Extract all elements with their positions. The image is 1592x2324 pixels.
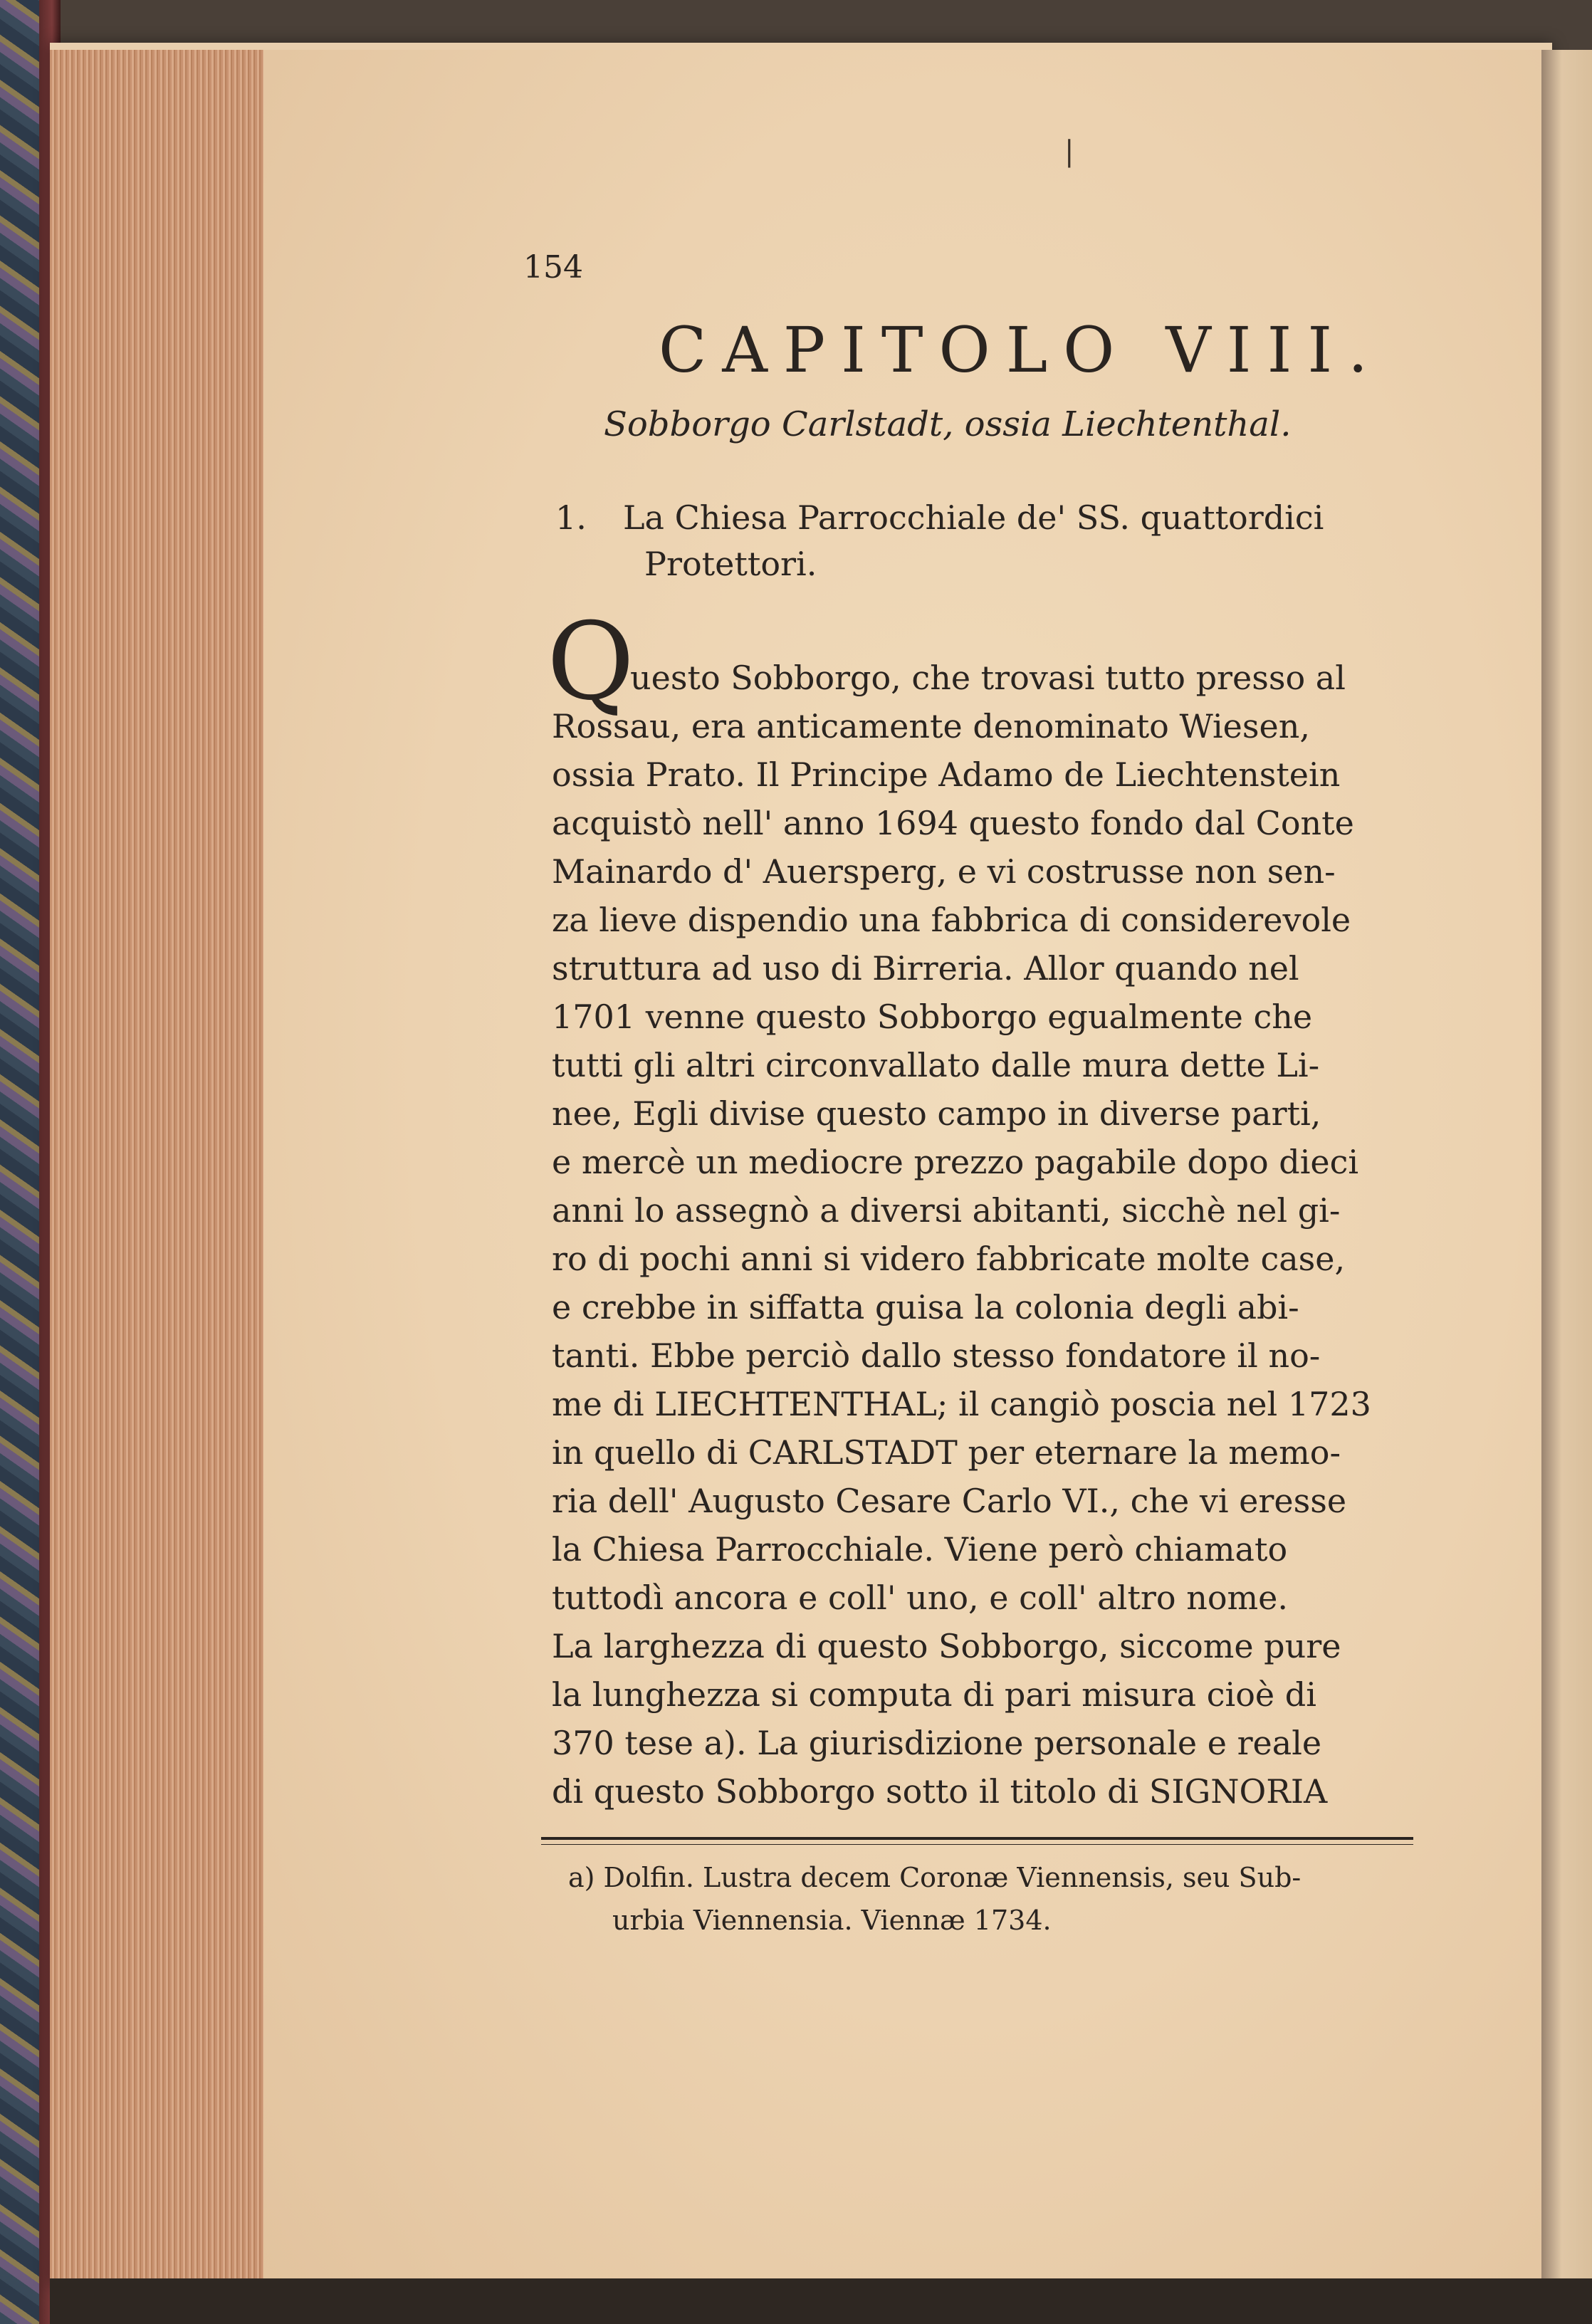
page-edges: [50, 50, 263, 2278]
footnote-rule: [541, 1837, 1413, 1840]
page-number: 154: [523, 249, 583, 286]
footnote-rule-thin: [541, 1844, 1413, 1845]
body-line: acquistò nell' anno 1694 questo fondo dal Conte: [552, 804, 1354, 842]
body-line: Mainardo d' Auersperg, e vi costrusse non sen-: [552, 852, 1336, 891]
bottom-shadow: [50, 2278, 1592, 2324]
body-line: e mercè un mediocre prezzo pagabile dopo dieci: [552, 1143, 1359, 1181]
body-line: Rossau, era anticamente denominato Wiesen,: [552, 707, 1310, 745]
body-line: tanti. Ebbe perciò dallo stesso fondatore il no-: [552, 1336, 1321, 1375]
body-line: e crebbe in siffatta guisa la colonia degli abi-: [552, 1288, 1299, 1326]
binding-mark: |: [1064, 135, 1074, 168]
body-line: la Chiesa Parrocchiale. Viene però chiamato: [552, 1530, 1288, 1569]
body-line: ro di pochi anni si videro fabbricate molte case,: [552, 1240, 1346, 1278]
body-line: ossia Prato. Il Principe Adamo de Liechtenstein: [552, 755, 1341, 794]
body-line: 370 tese a). La giurisdizione personale e reale: [552, 1724, 1322, 1762]
chapter-subtitle: Sobborgo Carlstadt, ossia Liechtenthal.: [604, 404, 1292, 444]
footnote-line2: urbia Viennensia. Viennæ 1734.: [612, 1905, 1052, 1936]
body-line: in quello di CARLSTADT per eternare la memo-: [552, 1433, 1341, 1472]
body-line: nee, Egli divise questo campo in diverse parti,: [552, 1094, 1321, 1133]
drop-cap: Q: [547, 600, 634, 724]
body-line: di questo Sobborgo sotto il titolo di SIGNORIA: [552, 1772, 1328, 1811]
body-line: la lunghezza si computa di pari misura cioè di: [552, 1675, 1316, 1714]
section-number: 1.: [555, 498, 587, 537]
section-heading-line2: Protettori.: [644, 545, 817, 583]
body-line: 1701 venne questo Sobborgo egualmente che: [552, 998, 1313, 1036]
body-line: ria dell' Augusto Cesare Carlo VI., che vi eresse: [552, 1482, 1347, 1520]
body-line: tuttodì ancora e coll' uno, e coll' altro nome.: [552, 1579, 1288, 1617]
marbled-cover: [0, 0, 43, 2324]
section-heading-line1: La Chiesa Parrocchiale de' SS. quattordici: [623, 498, 1324, 537]
body-line: za lieve dispendio una fabbrica di considerevole: [552, 901, 1351, 939]
facing-page-edge: [1541, 50, 1592, 2282]
body-line: me di LIECHTENTHAL; il cangiò poscia nel 1723: [552, 1385, 1371, 1423]
body-line: anni lo assegnò a diversi abitanti, sicchè nel gi-: [552, 1191, 1341, 1230]
chapter-title: CAPITOLO VIII.: [659, 313, 1384, 387]
body-line: La larghezza di questo Sobborgo, siccome pure: [552, 1627, 1341, 1665]
body-line: tutti gli altri circonvallato dalle mura dette Li-: [552, 1046, 1320, 1084]
body-line: struttura ad uso di Birreria. Allor quando nel: [552, 949, 1299, 988]
body-line: uesto Sobborgo, che trovasi tutto presso al: [630, 659, 1346, 697]
footnote-line1: a) Dolfin. Lustra decem Coronæ Viennensis, seu Sub-: [568, 1862, 1302, 1893]
